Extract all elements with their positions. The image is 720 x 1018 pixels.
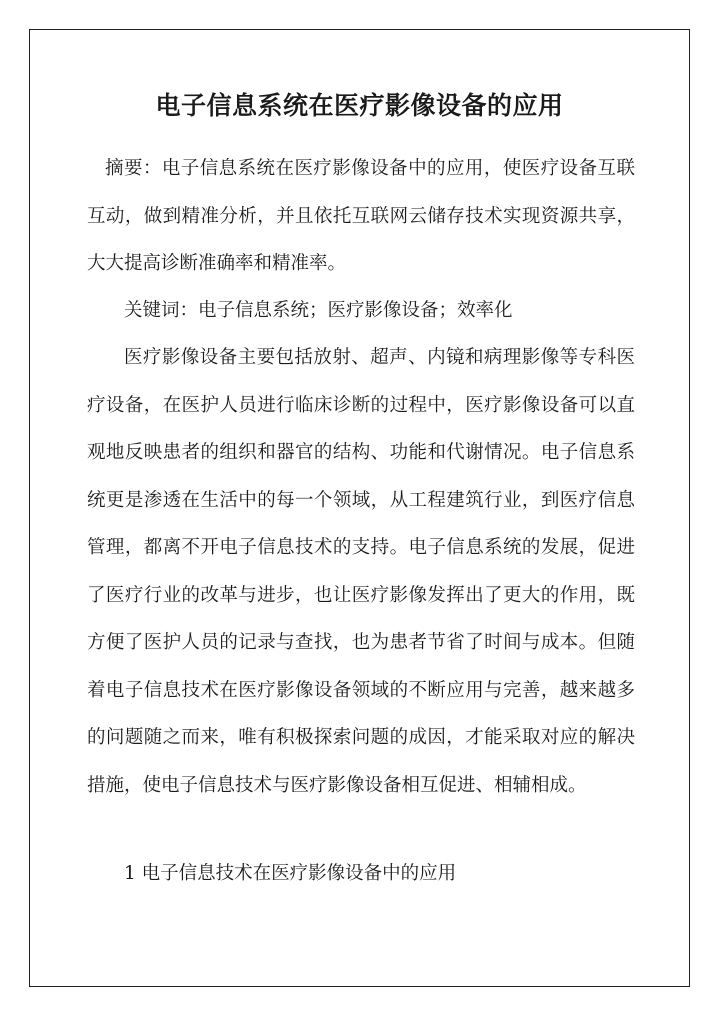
abstract-paragraph: 摘要：电子信息系统在医疗影像设备中的应用，使医疗设备互联互动，做到精准分析，并且依托互联网云储存技术实现资源共享，大大提高诊断准确率和精准率。 <box>87 158 635 274</box>
section-heading: 1 电子信息技术在医疗影像设备中的应用 <box>124 863 457 884</box>
intro-paragraph: 医疗影像设备主要包括放射、超声、内镜和病理影像等专科医疗设备，在医护人员进行临床诊断的过程中，医疗影像设备可以直观地反映患者的组织和器官的结构、功能和代谢情况。电子信息系统更是渗透在生活中的每一个领域，从工程建筑行业，到医疗信息管理，都离不开电子信息技术的支持。电子信息系统的发展，促进了医疗行业的改革与进步，也让医疗影像发挥出了更大的作用，既方便了医护人员的记录与查找，也为患者节省了时间与成本。但随着电子信息技术在医疗影像设备领域的不断应用与完善，越来越多的问题随之而来，唯有积极探索问题的成因，才能采取对应的解决措施，使电子信息技术与医疗影像设备相互促进、相辅相成。 <box>87 347 635 796</box>
keywords-line: 关键词：电子信息系统；医疗影像设备；效率化 <box>124 300 513 321</box>
document-title: 电子信息系统在医疗影像设备的应用 <box>155 91 564 120</box>
